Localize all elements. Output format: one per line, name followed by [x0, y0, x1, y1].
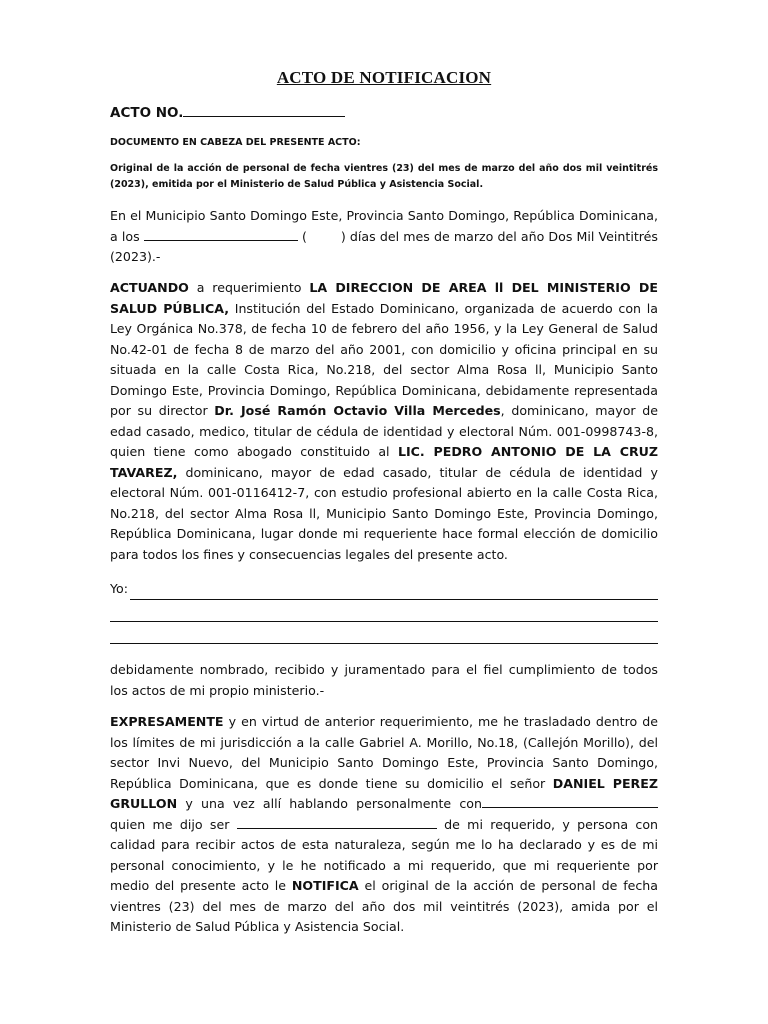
text-segment: el original de la acción de personal de fecha vientres (23) del mes de marzo del año dos mil veintitrés (2023), amida por el Ministerio de Salud Pública y Asistencia Social. [110, 878, 659, 934]
document-header-label: DOCUMENTO EN CABEZA DEL PRESENTE ACTO: [110, 137, 361, 148]
blank-line [110, 600, 658, 622]
lawyer-name: LIC. PEDRO ANTONIO DE LA CRUZ TAVAREZ, [110, 444, 658, 480]
paragraph-location-date [110, 206, 658, 268]
blank-line [110, 622, 658, 644]
document-title: ACTO DE NOTIFICACION [276, 68, 492, 87]
paragraph-expresamente [110, 712, 658, 938]
acto-number-label: ACTO NO. [110, 105, 184, 121]
text-segment: de mi requerido, y persona con calidad para recibir actos de esta naturaleza, según me lo ha declarado y es de mi personal conocimiento, y le he notificado a mi requerido, que mi requeriente por medio del presente acto le [110, 816, 659, 893]
text-segment: y en virtud de anterior requerimiento, me he trasladado dentro de los límites de mi jurisdicción a la calle Gabriel A. Morillo, No.18, (Callejón Morillo), del sector Invi Nuevo, del Municipio Santo Domingo Este, Provincia Santo Domingo, República Dominicana, que es donde tiene su domicilio el señor [110, 714, 658, 791]
text-segment: quien me dijo ser [110, 816, 237, 832]
acto-number-line [110, 104, 658, 121]
text-segment: Institución del Estado Dominicano, organizada de acuerdo con la Ley Orgánica No.378, de fecha 10 de febrero del año 1956, y la Ley General de Salud No.42-01 de fecha 8 de marzo del año 2001, con domicilio y oficina principal en su situada en la calle Costa Rica, No.218, del sector Alma Rosa ll, Municipio Santo Domingo Este, Provincia Domingo, República Dominicana, debidamente representada por su director [110, 300, 659, 418]
expresamente-keyword: EXPRESAMENTE [110, 714, 224, 729]
person-name-blank [482, 794, 658, 808]
yo-label: Yo: [110, 581, 128, 596]
date-text: ) días del mes de marzo del año Dos Mil Veintitrés (2023).- [110, 228, 658, 264]
acto-number-blank [183, 104, 345, 117]
yo-blank-section [110, 578, 658, 644]
yo-line [110, 578, 658, 600]
text-segment: y una vez allí hablando personalmente con [177, 796, 482, 811]
notifica-keyword: NOTIFICA [291, 878, 359, 893]
actuando-keyword: ACTUANDO [110, 280, 189, 295]
paragraph-actuando [110, 278, 658, 565]
recipient-name: DANIEL PEREZ GRULLON [110, 775, 658, 811]
paren-open: ( [301, 228, 307, 244]
relationship-blank [237, 815, 437, 829]
text-segment: , dominicano, mayor de edad casado, medico, titular de cédula de identidad y electoral Núm. 001-0998743-8, quien tiene como abogado constituido al [110, 403, 658, 459]
text-segment: a requerimiento [188, 280, 310, 295]
day-blank [144, 227, 298, 241]
yo-blank [130, 584, 658, 600]
location-text: En el Municipio Santo Domingo Este, Provincia Santo Domingo, República Dominicana, a los [110, 208, 658, 244]
paragraph-nombrado: debidamente nombrado, recibido y juramentado para el fiel cumplimiento de todos los actos de mi propio ministerio.- [110, 662, 658, 698]
requester-name: LA DIRECCION DE AREA ll DEL MINISTERIO DE SALUD PÚBLICA, [110, 280, 658, 316]
text-segment: dominicano, mayor de edad casado, titular de cédula de identidad y electoral Núm. 001-0116412-7, con estudio profesional abierto en la calle Costa Rica, No.218, del sector Alma Rosa ll, Municipio Santo Domingo Este, Provincia Domingo, República Dominicana, lugar donde mi requeriente hace formal elección de domicilio para todos los fines y consecuencias legales del presente acto. [110, 464, 658, 562]
director-name: Dr. José Ramón Octavio Villa Mercedes [214, 403, 501, 418]
document-description: Original de la acción de personal de fecha vientres (23) del mes de marzo del año dos mil veintitrés (2023), emitida por el Ministerio de Salud Pública y Asistencia Social. [110, 163, 658, 190]
